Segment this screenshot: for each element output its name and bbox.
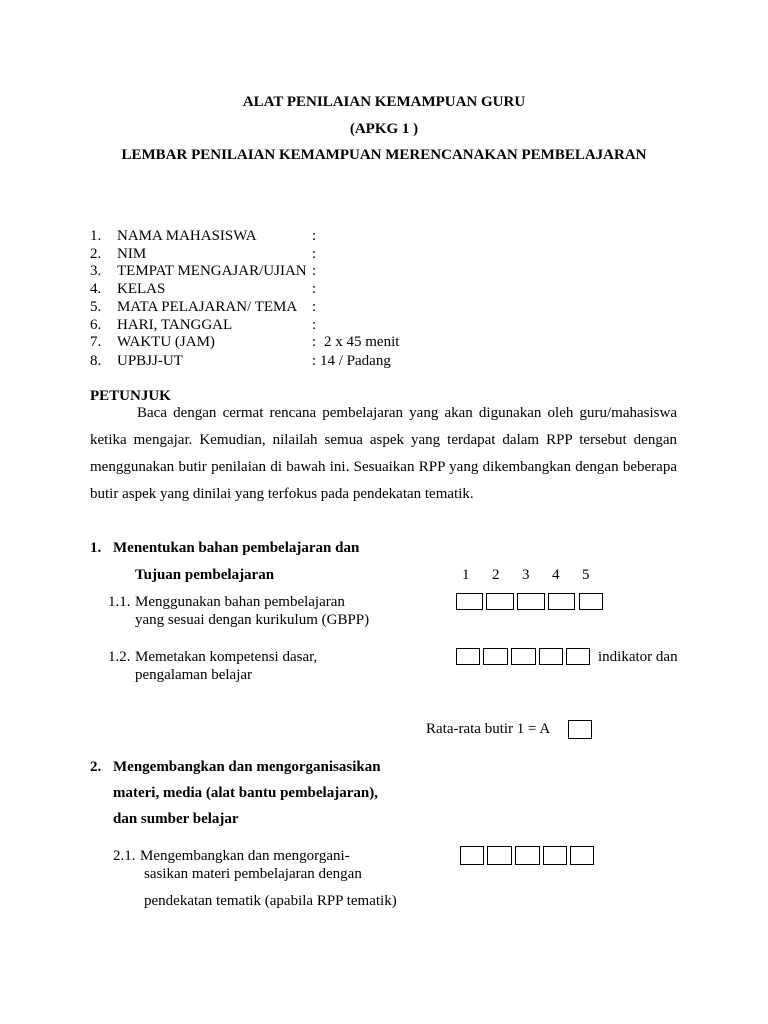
item-number: 1.1. [108, 594, 131, 610]
field-colon: : [312, 228, 317, 244]
section-title: Mengembangkan dan mengorganisasikan [113, 759, 381, 775]
field-value: 14 / Padang [320, 353, 391, 369]
rating-box[interactable] [517, 593, 545, 610]
section-number: 1. [90, 540, 102, 556]
section-title: dan sumber belajar [113, 811, 239, 827]
field-colon: : [312, 299, 317, 315]
rating-box[interactable] [579, 593, 603, 610]
rating-box[interactable] [543, 846, 567, 865]
document-code: (APKG 1 ) [349, 121, 419, 137]
field-label: NIM [117, 246, 147, 262]
item-text: Menggunakan bahan pembelajaran [135, 594, 345, 610]
field-colon: : [312, 281, 317, 297]
field-number: 1. [90, 228, 102, 244]
rating-box[interactable] [456, 648, 480, 665]
rating-box[interactable] [486, 593, 514, 610]
item-text-continued: indikator dan [598, 649, 678, 665]
field-number: 4. [90, 281, 102, 297]
field-number: 7. [90, 334, 102, 350]
item-text: pengalaman belajar [135, 667, 253, 683]
field-label: MATA PELAJARAN/ TEMA [117, 299, 298, 315]
rating-box[interactable] [456, 593, 483, 610]
field-label: TEMPAT MENGAJAR/UJIAN [117, 263, 307, 279]
field-number: 3. [90, 263, 102, 279]
field-label: WAKTU (JAM) [117, 334, 215, 350]
field-number: 8. [90, 353, 102, 369]
rating-box[interactable] [570, 846, 594, 865]
document-subtitle: LEMBAR PENILAIAN KEMAMPUAN MERENCANAKAN PEMBELAJARAN [121, 147, 647, 163]
field-label: KELAS [117, 281, 166, 297]
item-text: sasikan materi pembelajaran dengan [144, 866, 362, 882]
scale-label: 1 [462, 567, 470, 583]
rating-box[interactable] [566, 648, 590, 665]
rating-box[interactable] [460, 846, 484, 865]
field-colon: : [312, 353, 317, 369]
field-colon: : [312, 334, 317, 350]
average-label: Rata-rata butir 1 = A [426, 721, 551, 737]
field-colon: : [312, 263, 317, 279]
scale-label: 5 [582, 567, 590, 583]
field-value: 2 x 45 menit [324, 334, 400, 350]
field-number: 2. [90, 246, 102, 262]
field-label: UPBJJ-UT [117, 353, 183, 369]
scale-label: 2 [492, 567, 500, 583]
item-text: Mengembangkan dan mengorgani- [140, 848, 350, 864]
field-label: NAMA MAHASISWA [117, 228, 257, 244]
rating-box[interactable] [483, 648, 508, 665]
section-title: Tujuan pembelajaran [135, 567, 275, 583]
rating-box[interactable] [548, 593, 575, 610]
scale-label: 3 [522, 567, 530, 583]
item-text: pendekatan tematik (apabila RPP tematik) [144, 893, 397, 909]
field-number: 6. [90, 317, 102, 333]
document-title: ALAT PENILAIAN KEMAMPUAN GURU [242, 94, 526, 110]
average-box[interactable] [568, 720, 592, 739]
field-label: HARI, TANGGAL [117, 317, 233, 333]
item-text: Memetakan kompetensi dasar, [135, 649, 318, 665]
instructions-heading: PETUNJUK [90, 388, 171, 404]
rating-box[interactable] [539, 648, 563, 665]
section-number: 2. [90, 759, 102, 775]
scale-label: 4 [552, 567, 560, 583]
rating-box[interactable] [487, 846, 512, 865]
rating-box[interactable] [515, 846, 540, 865]
field-number: 5. [90, 299, 102, 315]
field-colon: : [312, 317, 317, 333]
rating-box[interactable] [511, 648, 536, 665]
item-number: 2.1. [113, 848, 136, 864]
field-colon: : [312, 246, 317, 262]
item-number: 1.2. [108, 649, 131, 665]
section-title: Menentukan bahan pembelajaran dan [113, 540, 360, 556]
item-text: yang sesuai dengan kurikulum (GBPP) [135, 612, 370, 628]
section-title: materi, media (alat bantu pembelajaran), [113, 785, 378, 801]
instructions-text: Baca dengan cermat rencana pembelajaran yang akan digunakan oleh guru/mahasiswa ketika mengajar. Kemudian, nilailah semua aspek yang terdapat dalam RPP tersebut dengan menggunakan butir penilaian di bawah ini. Sesuaikan RPP yang dikembangkan dengan beberapa butir aspek yang dinilai yang terfokus pada pendekatan tematik. [90, 405, 677, 502]
